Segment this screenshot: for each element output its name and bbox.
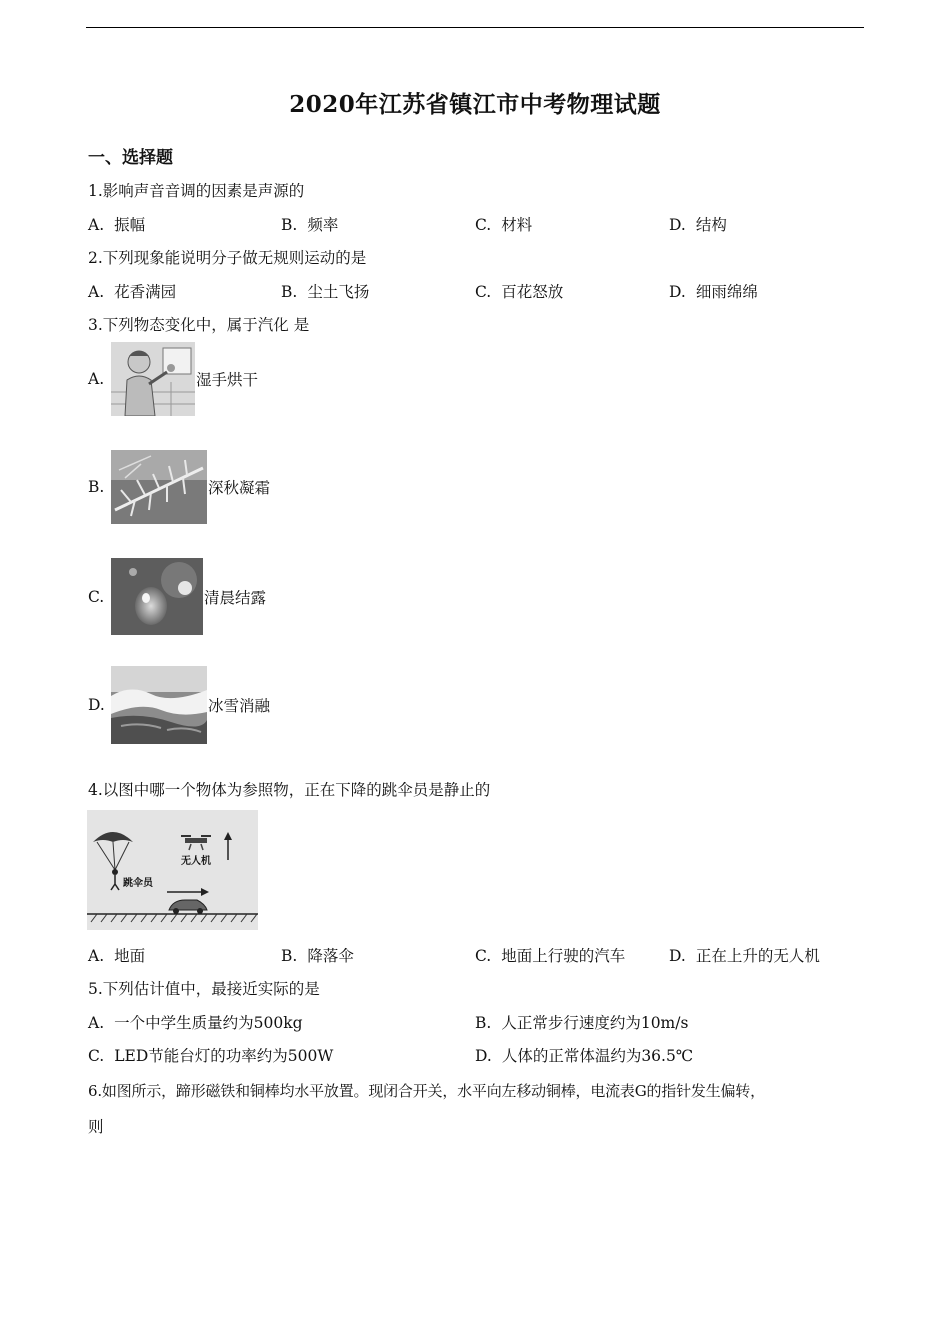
question-3-stem: 3.下列物态变化中，属于汽化 是 — [88, 316, 310, 334]
q1-option-b[interactable]: B. 频率 — [281, 216, 339, 234]
question-6-stem-cont: 则 — [88, 1118, 104, 1136]
page-title: 2020年江苏省镇江市中考物理试题 — [289, 91, 661, 118]
question-4-stem: 4.以图中哪一个物体为参照物，正在下降的跳伞员是静止的 — [88, 781, 491, 799]
q4-option-c[interactable]: C. 地面上行驶的汽车 — [475, 947, 626, 965]
skydiver-figure — [87, 810, 258, 930]
q2-option-b[interactable]: B. 尘土飞扬 — [281, 283, 370, 301]
question-2-stem: 2.下列现象能说明分子做无规则运动的是 — [88, 249, 367, 267]
q2-option-d[interactable]: D. 细雨绵绵 — [669, 283, 758, 301]
q1-option-a[interactable]: A. 振幅 — [88, 216, 146, 234]
q4-option-b[interactable]: B. 降落伞 — [281, 947, 354, 965]
hand-dryer-photo — [111, 342, 195, 416]
q4-option-d[interactable]: D. 正在上升的无人机 — [669, 947, 820, 965]
q3-option-b[interactable]: B. 深秋凝霜 — [88, 450, 270, 524]
header-rule — [86, 27, 864, 28]
melting-snow-photo — [111, 666, 207, 744]
question-5-stem: 5.下列估计值中，最接近实际的是 — [88, 980, 320, 998]
q1-option-d[interactable]: D. 结构 — [669, 216, 727, 234]
section-heading: 一、选择题 — [88, 148, 173, 168]
q5-option-d[interactable]: D. 人体的正常体温约为36.5℃ — [475, 1047, 694, 1065]
q2-option-c[interactable]: C. 百花怒放 — [475, 283, 564, 301]
q3-option-a[interactable]: A. 湿手烘干 — [88, 342, 258, 416]
q3-option-c[interactable]: C. 清晨结露 — [88, 558, 266, 635]
q3-option-d[interactable]: D. 冰雪消融 — [88, 666, 270, 744]
drone-label: 无人机 — [181, 856, 211, 867]
dew-drops-photo — [111, 558, 203, 635]
q1-option-c[interactable]: C. 材料 — [475, 216, 533, 234]
question-1-stem: 1.影响声音音调的因素是声源的 — [88, 182, 305, 200]
q5-option-a[interactable]: A. 一个中学生质量约为500kg — [88, 1014, 303, 1032]
q5-option-b[interactable]: B. 人正常步行速度约为10m/s — [475, 1014, 689, 1032]
q4-option-a[interactable]: A. 地面 — [88, 947, 146, 965]
question-6-stem: 6.如图所示，蹄形磁铁和铜棒均水平放置。现闭合开关，水平向左移动铜棒，电流表G的指针发生偏转， — [88, 1082, 765, 1100]
frost-branch-photo — [111, 450, 207, 524]
q2-option-a[interactable]: A. 花香满园 — [88, 283, 177, 301]
q5-option-c[interactable]: C. LED节能台灯的功率约为500W — [88, 1047, 334, 1065]
skydiver-label: 跳伞员 — [123, 878, 153, 889]
